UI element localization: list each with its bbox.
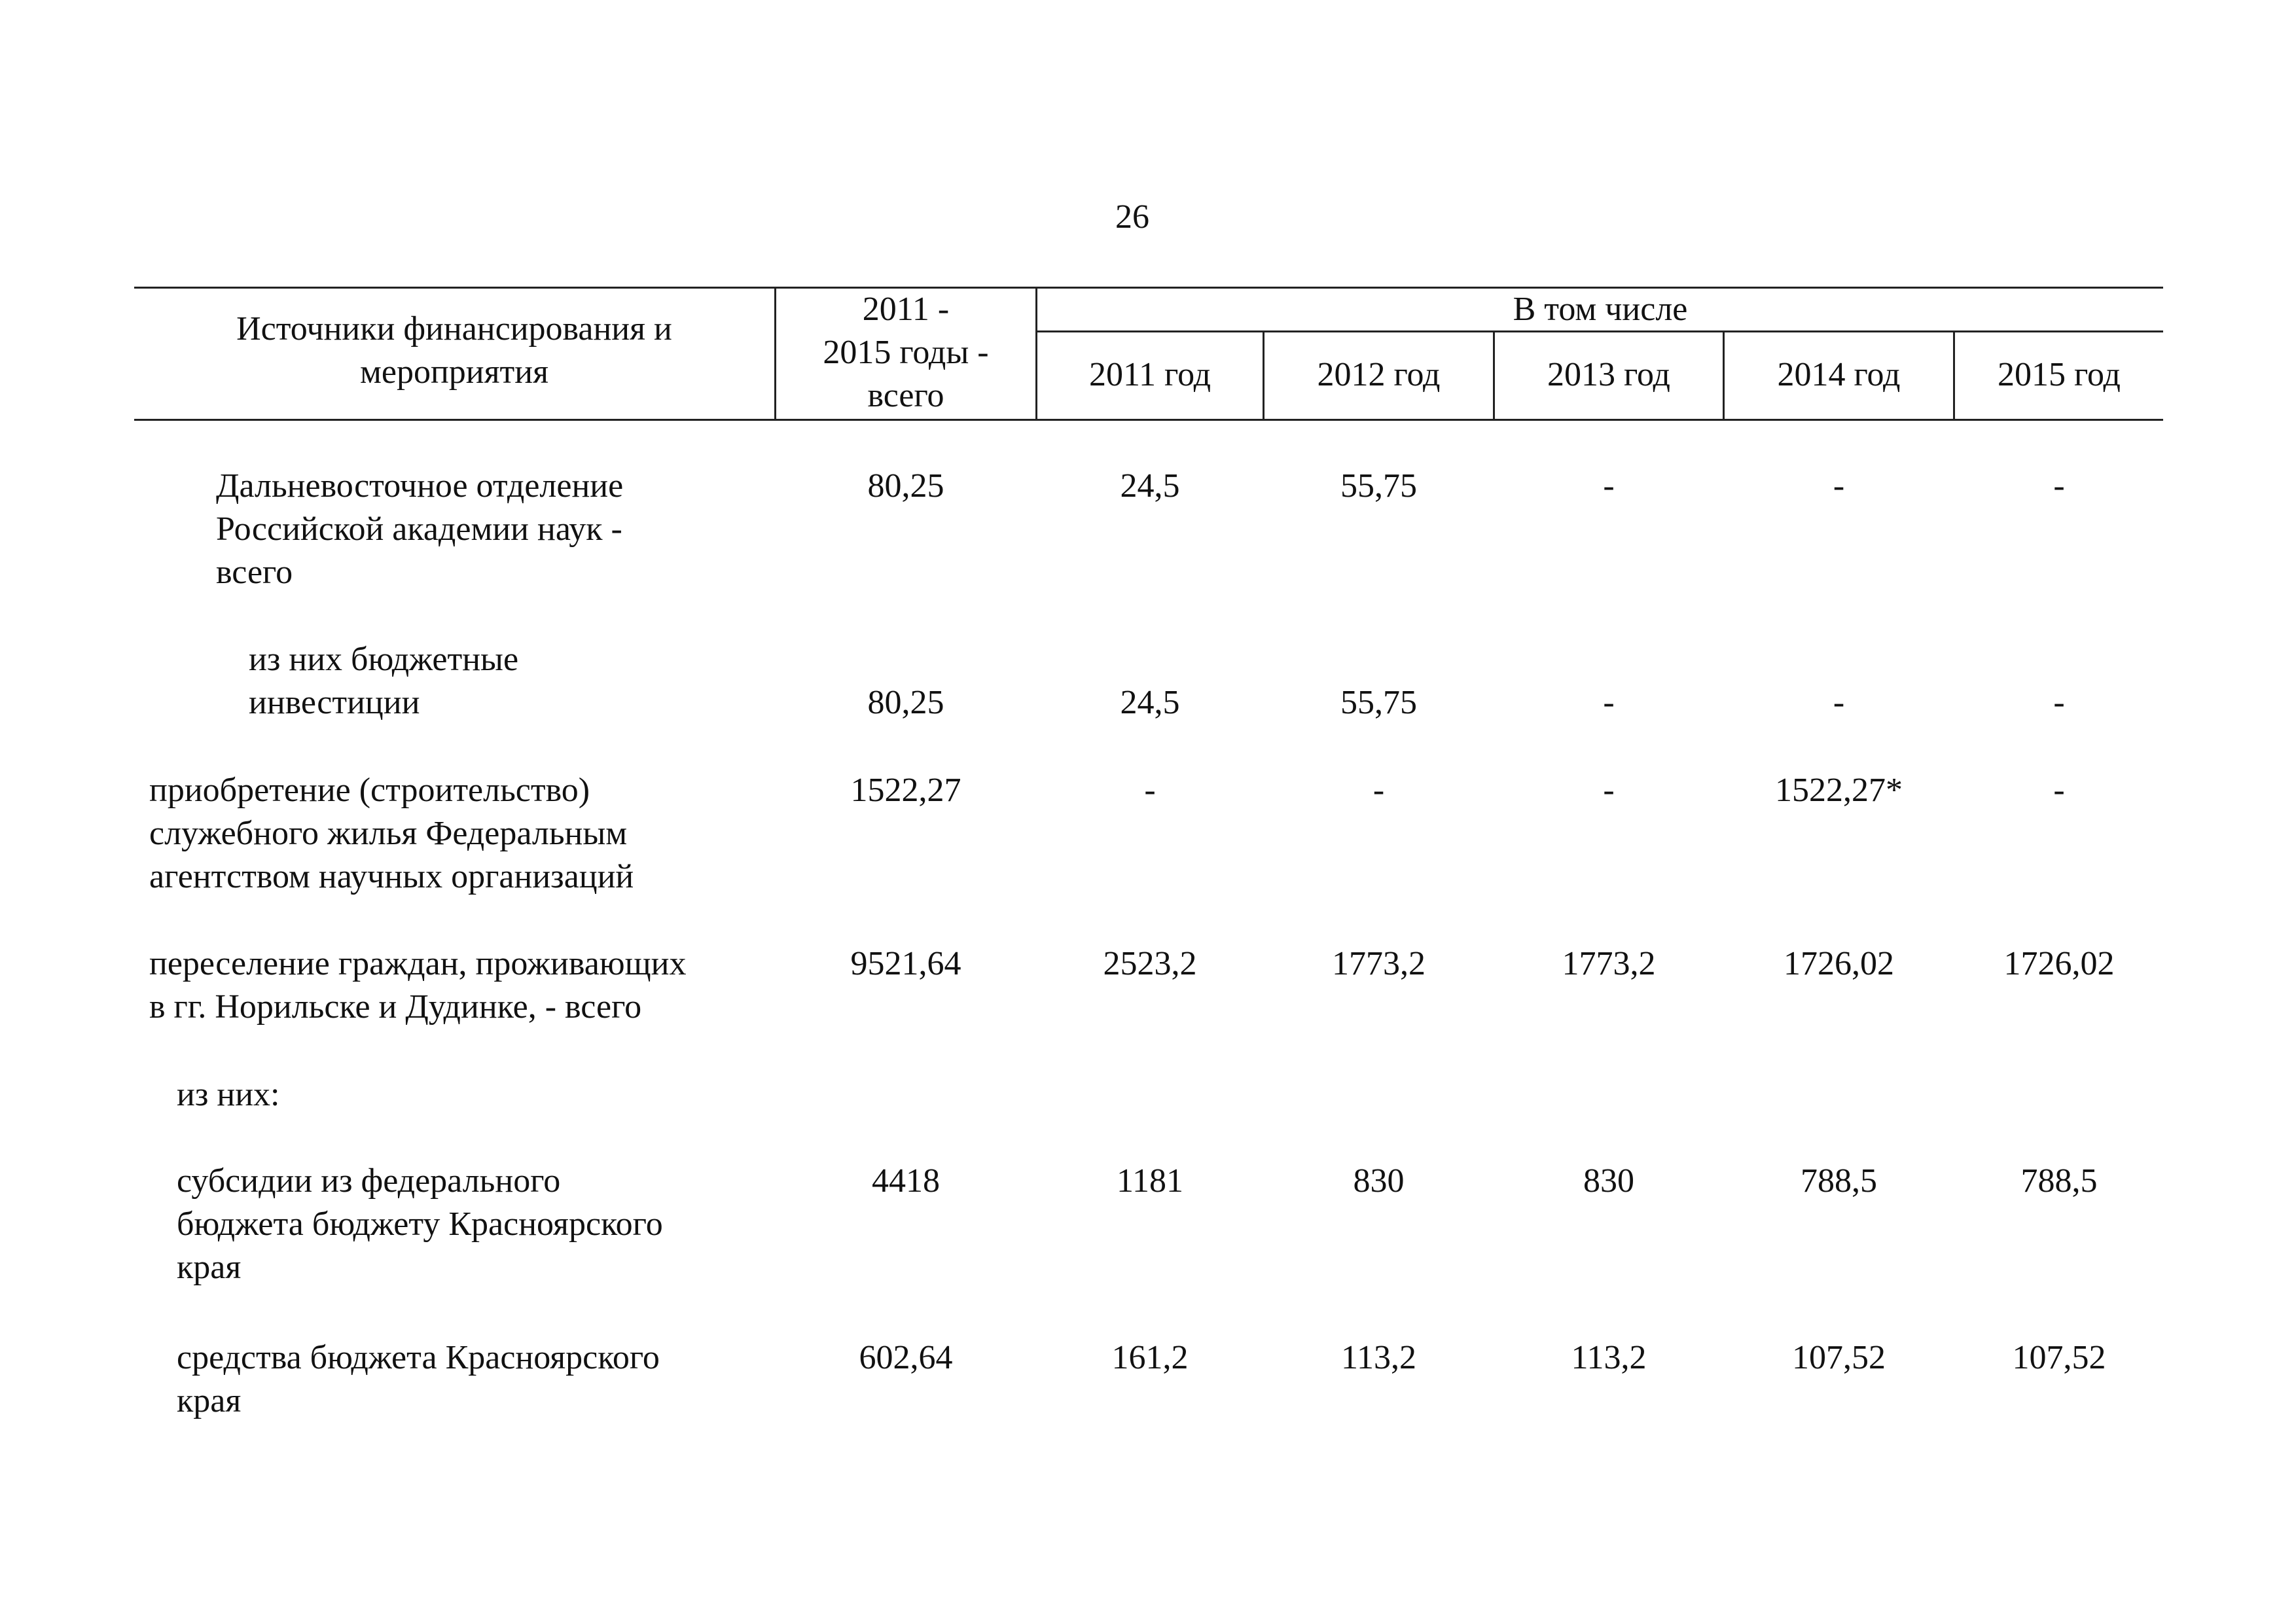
cell-2011: 1181 <box>1116 1162 1184 1200</box>
header-year-2015: 2015 год <box>1998 356 2121 393</box>
table-header-bottom-rule <box>134 419 2163 421</box>
cell-2013: 830 <box>1583 1162 1634 1200</box>
cell-2011: 24,5 <box>1120 467 1180 505</box>
cell-2013: 113,2 <box>1571 1339 1647 1376</box>
row-label: приобретение (строительство) служебного жилья Федеральным агентством научных организаций <box>149 772 634 895</box>
cell-2015: - <box>2053 684 2065 721</box>
cell-2014: - <box>1833 684 1845 721</box>
page-number: 26 <box>1115 198 1149 236</box>
cell-2015: 1726,02 <box>2003 945 2115 982</box>
cell-2013: 1773,2 <box>1562 945 1656 982</box>
cell-2015: - <box>2053 467 2065 505</box>
header-source-column: Источники финансирования и мероприятия <box>236 310 672 391</box>
cell-2015: - <box>2053 772 2065 809</box>
cell-2014: 107,52 <box>1792 1339 1886 1376</box>
cell-2013: - <box>1603 684 1615 721</box>
cell-total: 4418 <box>872 1162 940 1200</box>
cell-2014: - <box>1833 467 1845 505</box>
row-label: из них бюджетные инвестиции <box>249 641 519 721</box>
cell-2014: 1522,27* <box>1775 772 1903 809</box>
cell-2015: 788,5 <box>2020 1162 2098 1200</box>
header-group-label: В том числе <box>1513 291 1688 328</box>
cell-2011: 161,2 <box>1111 1339 1189 1376</box>
cell-2012: 55,75 <box>1340 684 1417 721</box>
row-label: из них: <box>177 1076 280 1113</box>
cell-total: 80,25 <box>867 467 944 505</box>
cell-total: 602,64 <box>859 1339 953 1376</box>
cell-2014: 1726,02 <box>1784 945 1894 982</box>
row-label: Дальневосточное отделение Российской академии наук - всего <box>216 467 624 591</box>
cell-total: 1522,27 <box>850 772 961 809</box>
cell-2011: 2523,2 <box>1103 945 1197 982</box>
cell-2012: 1773,2 <box>1332 945 1426 982</box>
cell-2012: 830 <box>1353 1162 1405 1200</box>
cell-2012: 55,75 <box>1340 467 1417 505</box>
header-year-2013: 2013 год <box>1547 356 1670 393</box>
cell-2011: 24,5 <box>1120 684 1180 721</box>
header-year-2014: 2014 год <box>1777 356 1901 393</box>
cell-total: 9521,64 <box>850 945 961 982</box>
header-year-2011: 2011 год <box>1088 356 1211 393</box>
cell-2013: - <box>1603 467 1615 505</box>
cell-2012: - <box>1372 772 1385 809</box>
cell-2011: - <box>1144 772 1156 809</box>
header-total-column: 2011 - 2015 годы - всего <box>823 291 989 414</box>
header-year-2012: 2012 год <box>1317 356 1441 393</box>
row-label: переселение граждан, проживающих в гг. Норильске и Дудинке, - всего <box>149 945 687 1026</box>
cell-2012: 113,2 <box>1340 1339 1417 1376</box>
cell-2015: 107,52 <box>2012 1339 2106 1376</box>
cell-total: 80,25 <box>867 684 944 721</box>
cell-2014: 788,5 <box>1801 1162 1877 1200</box>
row-label: субсидии из федерального бюджета бюджету Красноярского края <box>177 1162 663 1286</box>
cell-2013: - <box>1603 772 1615 809</box>
row-label: средства бюджета Красноярского края <box>177 1339 660 1419</box>
